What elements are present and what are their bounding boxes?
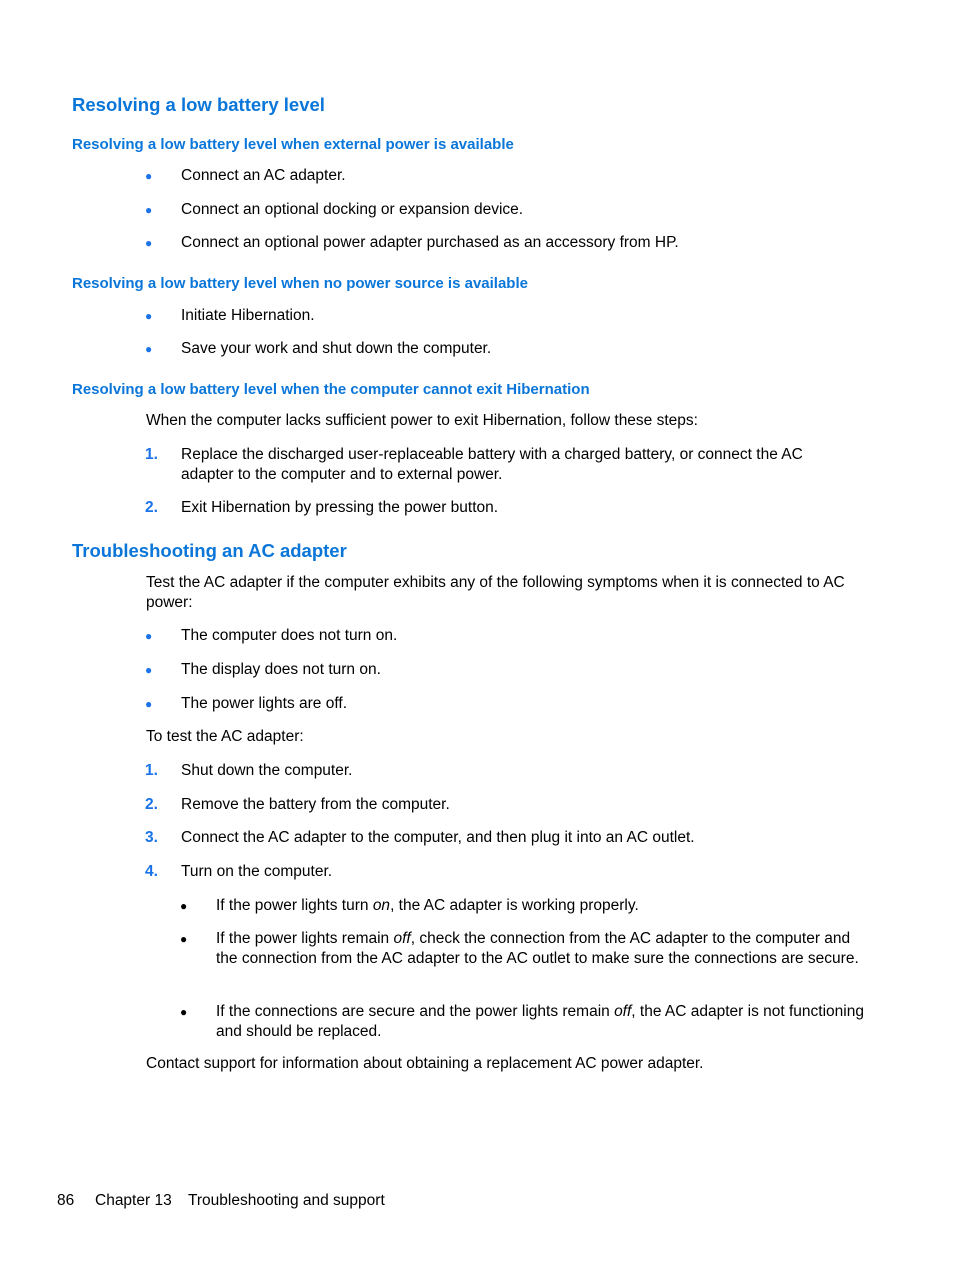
step-text: Connect the AC adapter to the computer, and then plug it into an AC outlet. — [181, 829, 695, 846]
section-heading-low-battery: Resolving a low battery level — [72, 94, 325, 115]
paragraph: To test the AC adapter: — [146, 728, 304, 745]
step-number: 3. — [145, 829, 158, 846]
subheading-cannot-exit-hibernation: Resolving a low battery level when the computer cannot exit Hibernation — [72, 381, 590, 398]
bullet-icon: ● — [145, 697, 153, 711]
subheading-external-power: Resolving a low battery level when external power is available — [72, 136, 514, 153]
list-item: If the power lights remain off, check the connection from the AC adapter to the computer and the connection from the AC adapter to the AC outlet to make sure the connections are secure. — [216, 930, 859, 967]
step-text: Exit Hibernation by pressing the power button. — [181, 499, 499, 516]
bullet-icon: ● — [145, 342, 153, 356]
step-number: 2. — [145, 796, 158, 813]
subheading-no-power-source: Resolving a low battery level when no power source is available — [72, 275, 528, 292]
list-item: If the power lights turn on, the AC adapter is working properly. — [216, 897, 639, 914]
list-item: Connect an optional docking or expansion device. — [181, 201, 524, 218]
bullet-icon: ● — [145, 663, 153, 677]
list-item: If the connections are secure and the power lights remain off, the AC adapter is not functioning and should be replaced. — [216, 1003, 864, 1040]
list-item: Connect an optional power adapter purchased as an accessory from HP. — [181, 234, 679, 251]
paragraph: Test the AC adapter if the computer exhibits any of the following symptoms when it is connected to AC power: — [146, 574, 845, 611]
bullet-icon: ● — [180, 1005, 188, 1019]
step-number: 4. — [145, 863, 158, 880]
list-item: The power lights are off. — [181, 695, 347, 712]
list-item: Save your work and shut down the computer. — [181, 340, 492, 357]
paragraph: When the computer lacks sufficient power to exit Hibernation, follow these steps: — [146, 412, 698, 429]
list-item: Connect an AC adapter. — [181, 167, 346, 184]
bullet-icon: ● — [180, 899, 188, 913]
bullet-icon: ● — [145, 309, 153, 323]
bullet-icon: ● — [180, 932, 188, 946]
step-text: Shut down the computer. — [181, 762, 353, 779]
bullet-icon: ● — [145, 236, 153, 250]
footer-chapter-title: Troubleshooting and support — [188, 1192, 385, 1209]
step-text: Turn on the computer. — [181, 863, 333, 880]
step-text: Remove the battery from the computer. — [181, 796, 450, 813]
page-number: 86 — [57, 1192, 75, 1209]
step-number: 1. — [145, 762, 158, 779]
paragraph: Contact support for information about obtaining a replacement AC power adapter. — [146, 1055, 704, 1072]
step-text: Replace the discharged user-replaceable battery with a charged battery, or connect the AC adapter to the computer and to external power. — [181, 446, 803, 483]
list-item: The computer does not turn on. — [181, 627, 398, 644]
list-item: The display does not turn on. — [181, 661, 381, 678]
bullet-icon: ● — [145, 169, 153, 183]
list-item: Initiate Hibernation. — [181, 307, 315, 324]
footer-chapter: Chapter 13 — [95, 1192, 172, 1209]
step-number: 1. — [145, 446, 158, 463]
bullet-icon: ● — [145, 203, 153, 217]
bullet-icon: ● — [145, 629, 153, 643]
section-heading-ac-adapter: Troubleshooting an AC adapter — [72, 540, 347, 561]
step-number: 2. — [145, 499, 158, 516]
